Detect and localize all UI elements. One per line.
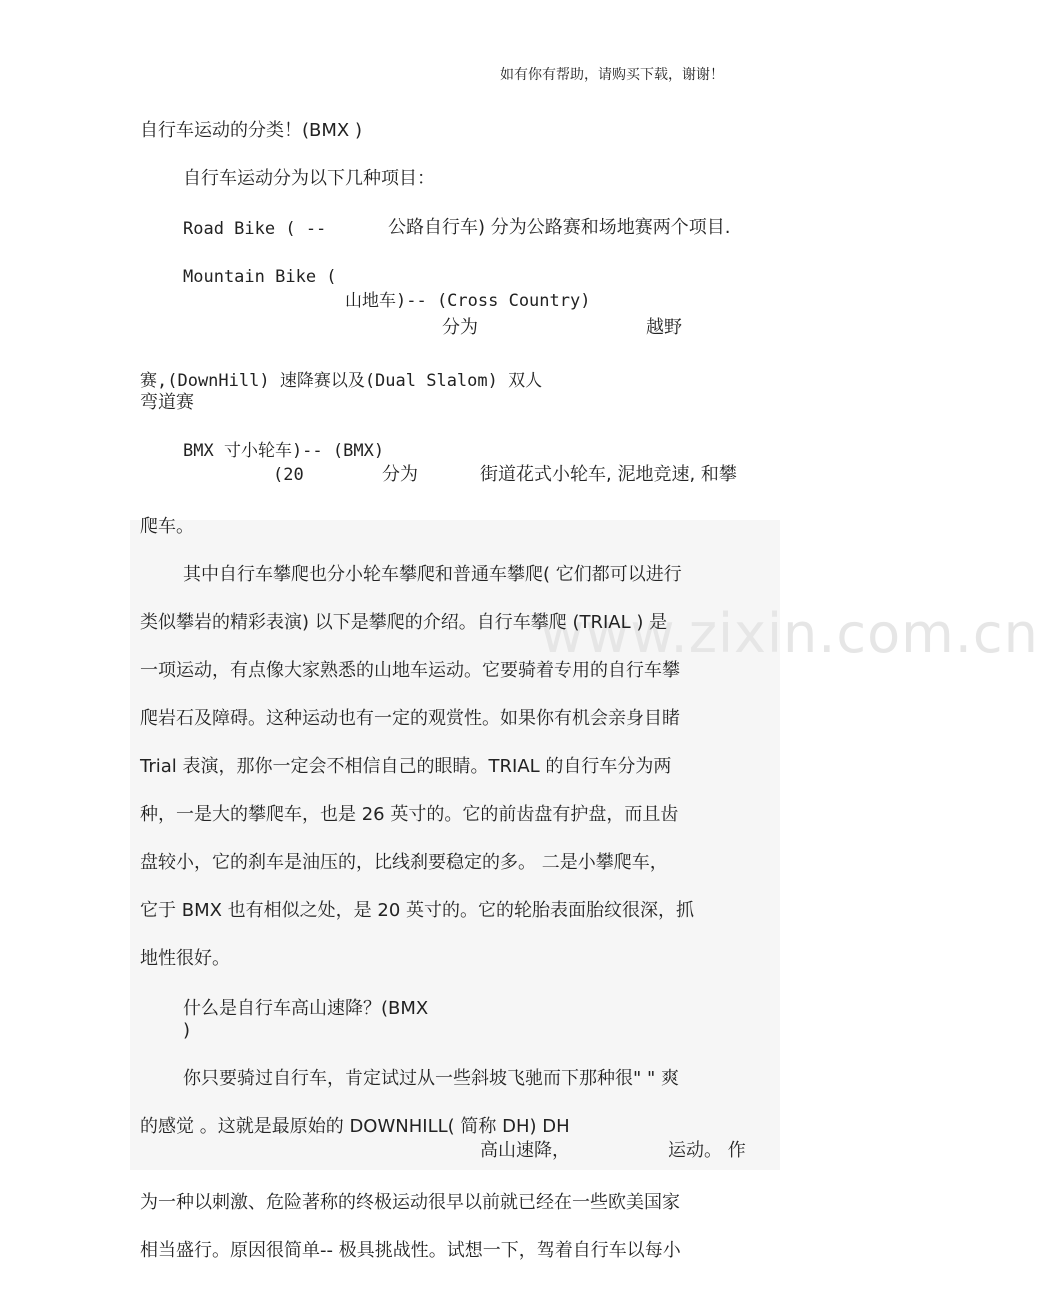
road-bike-label: Road Bike ( -- <box>183 219 337 239</box>
article-title: 自行车运动的分类！(BMX ) <box>140 120 362 141</box>
trial-line: 地性很好。 <box>140 948 230 969</box>
trial-line: 其中自行车攀爬也分小轮车攀爬和普通车攀爬( 它们都可以进行 <box>183 564 682 585</box>
mountain-bike-dual: 弯道赛 <box>140 392 194 413</box>
downhill-line: 的感觉 。这就是最原始的 DOWNHILL( 简称 DH) DH <box>140 1116 570 1137</box>
bmx-types-end: 爬车。 <box>140 516 194 537</box>
trial-line: 它于 BMX 也有相似之处，是 20 英寸的。它的轮胎表面胎纹很深，抓 <box>140 900 694 921</box>
downhill-question-end: ) <box>183 1020 191 1041</box>
trial-line: 类似攀岩的精彩表演) 以下是攀爬的介绍。自行车攀爬 (TRIAL ) 是 <box>140 612 668 633</box>
trial-line: 一项运动，有点像大家熟悉的山地车运动。它要骑着专用的自行车攀 <box>140 660 680 681</box>
downhill-question: 什么是自行车高山速降？(BMX <box>183 998 429 1019</box>
bmx-label: BMX 寸小轮车)-- (BMX) <box>183 441 385 461</box>
intro-text: 自行车运动分为以下几种项目： <box>183 168 435 189</box>
downhill-line: 相当盛行。原因很简单-- 极具挑战性。试想一下，驾着自行车以每小 <box>140 1240 681 1261</box>
trial-line: 爬岩石及障碍。这种运动也有一定的观赏性。如果你有机会亲身目睹 <box>140 708 680 729</box>
bmx-size: (20 <box>273 465 304 485</box>
mountain-bike-label: Mountain Bike ( <box>183 267 337 287</box>
mountain-bike-fenwei: 分为 <box>442 317 478 338</box>
downhill-sport: 运动。 作 <box>668 1140 746 1161</box>
header-note: 如有你有帮助，请购买下载，谢谢！ <box>500 67 724 83</box>
downhill-term: 高山速降， <box>480 1140 570 1161</box>
trial-line: Trial 表演，那你一定会不相信自己的眼睛。TRIAL 的自行车分为两 <box>140 756 672 777</box>
trial-line: 盘较小，它的刹车是油压的，比线刹要稳定的多。 二是小攀爬车， <box>140 852 668 873</box>
road-bike-desc: 公路自行车) 分为公路赛和场地赛两个项目. <box>388 217 731 238</box>
downhill-line: 你只要骑过自行车，肯定试过从一些斜坡飞驰而下那种很" " 爽 <box>183 1068 679 1089</box>
mountain-bike-races: 赛,(DownHill) 速降赛以及(Dual Slalom) 双人 <box>140 371 543 391</box>
mountain-bike-yueye: 越野 <box>646 317 682 338</box>
trial-line: 种，一是大的攀爬车，也是 26 英寸的。它的前齿盘有护盘，而且齿 <box>140 804 679 825</box>
bmx-types: 街道花式小轮车, 泥地竞速, 和攀 <box>480 464 737 485</box>
downhill-line: 为一种以刺激、危险著称的终极运动很早以前就已经在一些欧美国家 <box>140 1192 680 1213</box>
bmx-fenwei: 分为 <box>382 464 418 485</box>
watermark: www.zixin.com.cn <box>540 602 1039 665</box>
mountain-bike-sub: 山地车)-- (Cross Country) <box>345 291 591 311</box>
